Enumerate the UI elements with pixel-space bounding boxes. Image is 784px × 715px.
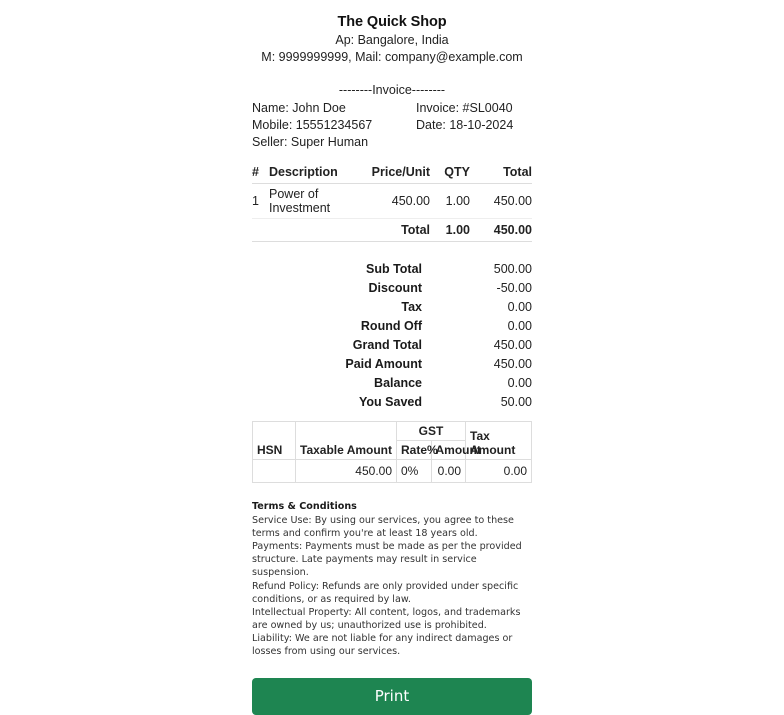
gst-cell-taxable-amount: 450.00 <box>296 460 397 483</box>
terms-line: Liability: We are not liable for any indirect damages or <box>252 632 513 644</box>
items-table-body <box>252 184 532 242</box>
cell-index: 1 <box>252 184 264 219</box>
summary-row-paid-amount <box>252 355 532 374</box>
terms-line: are owned by us; unauthorized use is prohibited. <box>252 619 487 631</box>
terms-line: conditions, or as required by law. <box>252 593 411 605</box>
header-price-unit: Price/Unit <box>364 163 430 184</box>
summary-value: 450.00 <box>493 357 532 371</box>
summary-label: Tax <box>401 300 422 314</box>
gst-table-body <box>253 460 532 483</box>
summary-value: 0.00 <box>507 300 532 314</box>
totals-label: Total <box>364 219 430 242</box>
terms-line: structure. Late payments may result in service suspension. <box>252 554 477 579</box>
terms-line: terms and confirm you're at least 18 years old. <box>252 528 478 540</box>
summary-label: Sub Total <box>365 262 422 276</box>
meta-spacer <box>416 134 532 151</box>
summary-row-sub-total <box>252 260 532 279</box>
customer-mobile: Mobile: 15551234567 <box>252 118 373 132</box>
summary-row-you-saved <box>252 393 532 412</box>
table-row <box>253 460 532 483</box>
summary-value: 50.00 <box>500 395 532 409</box>
summary-row-balance <box>252 374 532 393</box>
meta-row <box>252 117 532 134</box>
items-table <box>252 163 532 242</box>
summary-value: 0.00 <box>507 376 532 390</box>
summary-value: 450.00 <box>493 338 532 352</box>
receipt-container <box>252 12 532 715</box>
cell-qty: 1.00 <box>430 184 470 219</box>
totals-qty: 1.00 <box>430 219 470 242</box>
summary-row-grand-total <box>252 336 532 355</box>
cell-price-unit: 450.00 <box>364 184 430 219</box>
totals-spacer-desc <box>264 219 364 242</box>
print-button[interactable]: Print <box>252 678 532 715</box>
summary-label: You Saved <box>359 395 422 409</box>
items-table-head <box>252 163 532 184</box>
summary-row-discount <box>252 279 532 298</box>
invoice-date: Date: 18-10-2024 <box>416 118 514 132</box>
terms-and-conditions <box>252 500 532 658</box>
header-index: # <box>252 163 264 184</box>
customer-name: Name: John Doe <box>252 101 346 115</box>
summary-value: -50.00 <box>496 281 532 295</box>
invoice-meta <box>252 100 532 151</box>
gst-header-row-top <box>253 422 532 441</box>
gst-header-taxable-amount: Taxable Amount <box>296 422 397 460</box>
gst-cell-tax-amount: 0.00 <box>466 460 532 483</box>
items-header-row <box>252 163 532 184</box>
totals-total: 450.00 <box>470 219 532 242</box>
meta-row <box>252 100 532 117</box>
terms-line: Service Use: By using our services, you agree to these <box>252 515 514 527</box>
header-qty: QTY <box>430 163 470 184</box>
gst-cell-rate-pct: 0% <box>397 460 432 483</box>
gst-table <box>252 421 532 483</box>
seller-name: Seller: Super Human <box>252 135 369 149</box>
summary-label: Grand Total <box>352 338 422 352</box>
gst-cell-hsn <box>253 460 296 483</box>
summary-value: 500.00 <box>493 262 532 276</box>
summary-label: Balance <box>374 376 422 390</box>
cell-description: Power of Investment <box>264 184 364 219</box>
meta-row <box>252 134 532 151</box>
gst-header-hsn: HSN <box>253 422 296 460</box>
terms-line: Payments: Payments must be made as per the provided <box>252 541 522 553</box>
gst-header-gst-amount: Amount <box>431 441 466 460</box>
shop-name: The Quick Shop <box>337 14 447 30</box>
terms-line: losses from using our services. <box>252 646 401 658</box>
summary-row-round-off <box>252 317 532 336</box>
header-description: Description <box>264 163 364 184</box>
terms-line: Refund Policy: Refunds are only provided under specific <box>252 580 519 592</box>
terms-title: Terms & Conditions <box>252 501 357 512</box>
summary-body <box>252 260 532 412</box>
summary-table <box>252 260 532 412</box>
invoice-divider-label: --------Invoice-------- <box>338 83 446 97</box>
cell-total: 450.00 <box>470 184 532 219</box>
table-row <box>252 184 532 219</box>
gst-header-rate-pct: Rate% <box>397 441 432 460</box>
shop-address: Ap: Bangalore, India <box>335 33 449 47</box>
gst-cell-gst-amount: 0.00 <box>431 460 466 483</box>
header-total: Total <box>470 163 532 184</box>
summary-value: 0.00 <box>507 319 532 333</box>
summary-label: Discount <box>368 281 422 295</box>
gst-header-gst: GST <box>397 422 466 441</box>
gst-table-head <box>253 422 532 460</box>
summary-row-tax <box>252 298 532 317</box>
summary-label: Round Off <box>360 319 422 333</box>
terms-line: Intellectual Property: All content, logos, and trademarks <box>252 606 521 618</box>
invoice-number: Invoice: #SL0040 <box>416 101 513 115</box>
shop-contact: M: 9999999999, Mail: company@example.com <box>261 50 523 64</box>
gst-header-tax-amount: Tax Amount <box>466 422 532 460</box>
totals-spacer-index <box>252 219 264 242</box>
items-totals-row <box>252 219 532 242</box>
summary-label: Paid Amount <box>345 357 422 371</box>
shop-header <box>252 12 532 66</box>
